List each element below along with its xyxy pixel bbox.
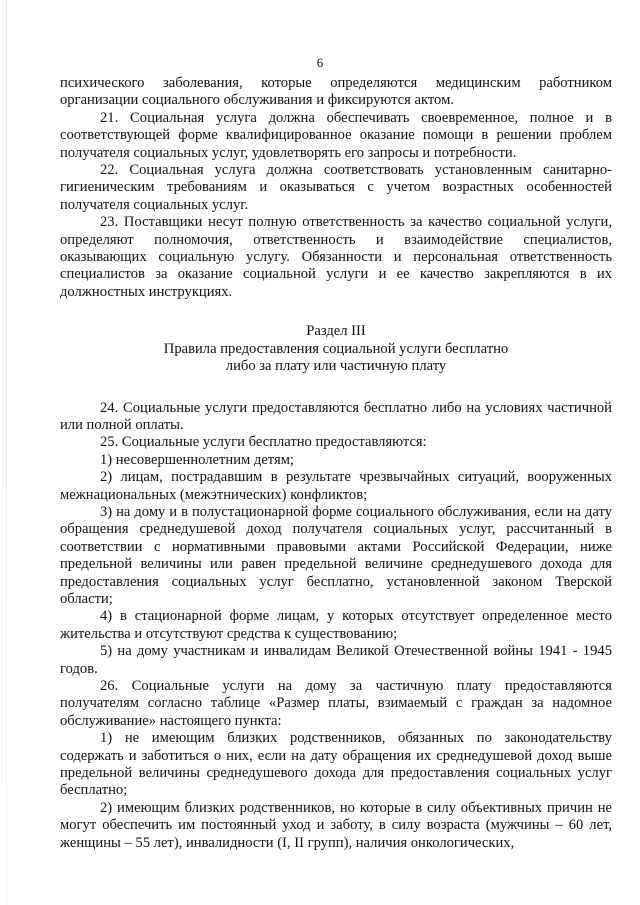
paragraph: 24. Социальные услуги предоставляются бесплатно либо на условиях частичной или полной оплаты.	[60, 399, 612, 433]
paragraph: 4) в стационарной форме лицам, у которых отсутствует определенное место жительства и отсутствуют средства к существованию;	[60, 608, 612, 642]
scan-edge	[6, 0, 7, 905]
paragraph: 1) несовершеннолетним детям;	[100, 451, 294, 468]
paragraph: 1) не имеющим близких родственников, обязанных по законодательству содержать и заботиться о них, если на дату обращения их среднедушевой доход выше предельной величины среднедушевого дохода для предоставления социальных услуг бесплатно;	[60, 730, 612, 799]
top-paragraphs	[60, 75, 612, 301]
section-label: Раздел III	[306, 323, 366, 340]
section-spacer	[60, 376, 612, 400]
bottom-paragraphs	[60, 400, 612, 853]
section-title-line-1: Правила предоставления социальной услуги бесплатно	[163, 340, 509, 357]
section-spacer	[60, 301, 612, 323]
document-page	[60, 75, 612, 852]
paragraph: 2) имеющим близких родственников, но которые в силу объективных причин не могут обеспечить им постоянный уход и заботу, в силу возраста (мужчины – 60 лет, женщины – 55 лет), инвалидности (I, II групп), наличия онкологических,	[60, 799, 612, 851]
section-title-line-2: либо за плату или частичную плату	[225, 358, 447, 375]
paragraph: 21. Социальная услуга должна обеспечивать своевременное, полное и в соответствующей форме квалифицированное оказание помощи в решении проблем получателя социальных услуг, удовлетворять его запросы и потребности.	[60, 109, 612, 161]
paragraph: 23. Поставщики несут полную ответственность за качество социальной услуги, определяют полномочия, ответственность и взаимодействие специалистов, оказывающих социальную услугу. Обязанности и персональная ответственность специалистов за оказание социальной услуги и ее качество закрепляются в их должностных инструкциях.	[60, 214, 612, 300]
paragraph: 3) на дому и в полустационарной форме социального обслуживания, если на дату обращения среднедушевой доход получателя социальных услуг, рассчитанный в соответствии с нормативными правовыми актами Российской Федерации, ниже предельной величины или равен предельной величине среднедушевого дохода для предоставления социальных услуг бесплатно, установленной законом Тверской области;	[60, 503, 612, 607]
paragraph: 22. Социальная услуга должна соответствовать установленным санитарно-гигиеническим требованиям и оказываться с учетом возрастных особенностей получателя социальных услуг.	[60, 162, 612, 213]
paragraph: 26. Социальные услуги на дому за частичную плату предоставляются получателям согласно таблице «Размер платы, взимаемый с граждан за надомное обслуживание» настоящего пункта:	[60, 678, 612, 729]
paragraph: 2) лицам, пострадавшим в результате чрезвычайных ситуаций, вооруженных межнациональных (межэтнических) конфликтов;	[60, 469, 612, 503]
page-number: 6	[316, 55, 324, 70]
paragraph: 5) на дому участникам и инвалидам Великой Отечественной войны 1941 - 1945 годов.	[60, 643, 612, 677]
paragraph: 25. Социальные услуги бесплатно предоставляются:	[100, 434, 427, 451]
paragraph: психического заболевания, которые определяются медицинским работником организации социального обслуживания и фиксируются актом.	[60, 75, 612, 109]
